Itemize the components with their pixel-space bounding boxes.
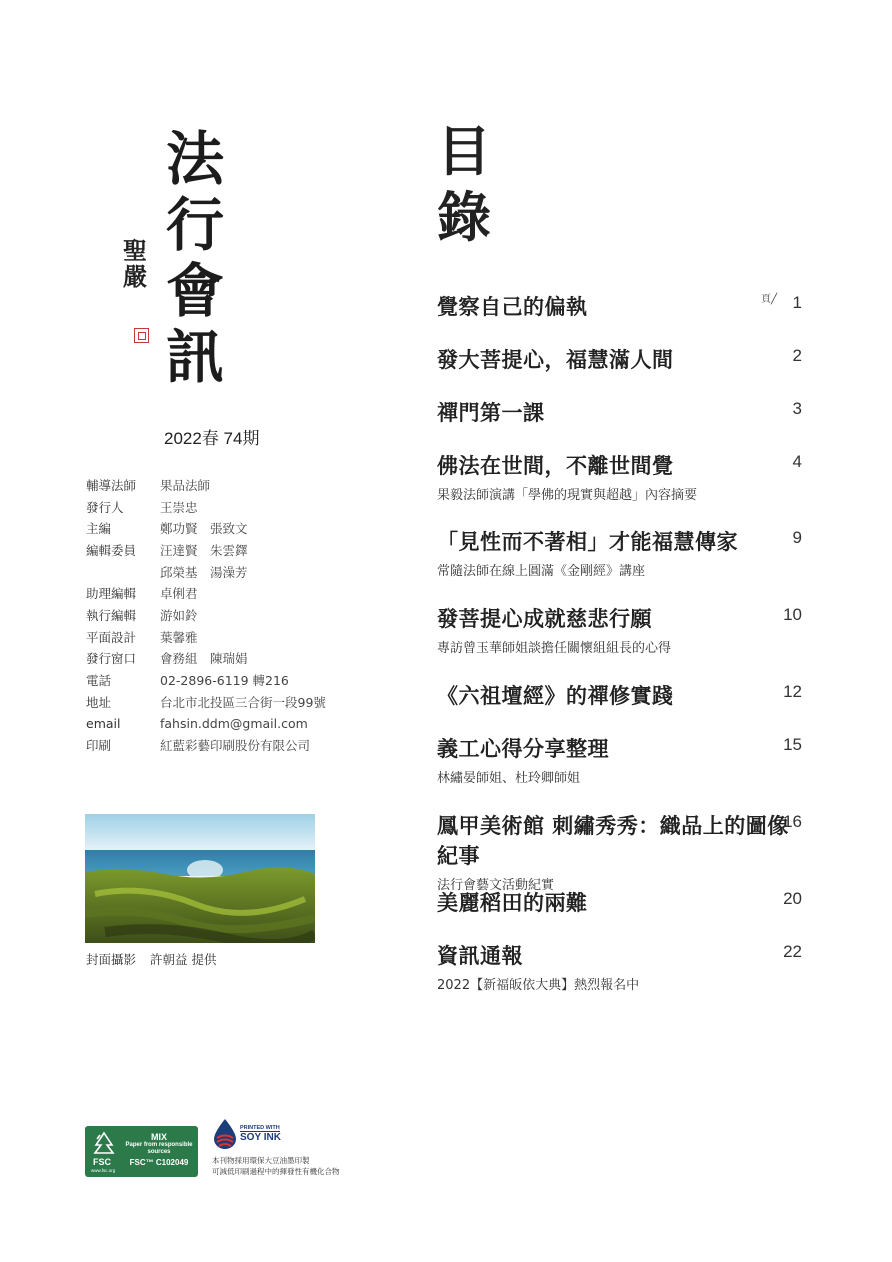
soy-line2: SOY INK — [240, 1132, 281, 1143]
toc-entry[interactable] — [437, 810, 802, 893]
staff-value: 王崇忠 — [160, 499, 198, 515]
page-mark: 頁╱ — [761, 294, 778, 305]
staff-value: 紅藍彩藝印刷股份有限公司 — [160, 738, 311, 754]
toc-entry-page: 20 — [783, 889, 802, 908]
toc-entry-title: 資訊通報 — [437, 943, 523, 968]
toc-entry-title: 鳳甲美術館 刺繡秀秀：織品上的圖像紀事 — [437, 813, 789, 868]
fsc-url: www.fsc.org — [91, 1168, 116, 1173]
staff-value: 02-2896-6119 轉216 — [160, 673, 289, 689]
toc-entry-subtitle: 果毅法師演講「學佛的現實與超越」內容摘要 — [437, 488, 698, 503]
fsc-mix — [125, 1132, 193, 1167]
toc-entry-title: 義工心得分享整理 — [437, 736, 609, 761]
toc-entry-title: 美麗稻田的兩難 — [437, 890, 588, 915]
toc-entry[interactable] — [437, 603, 802, 656]
staff-value: 汪達賢 朱雲鐸 — [160, 542, 248, 558]
toc-entry-title: 《六祖壇經》的禪修實踐 — [437, 683, 674, 708]
toc-entry-subtitle: 林繡晏師姐、杜玲卿師姐 — [437, 771, 581, 786]
staff-row — [86, 648, 326, 670]
toc-entry[interactable] — [437, 887, 802, 917]
toc-entry[interactable] — [437, 940, 802, 993]
soy-line1: PRINTED WITH — [240, 1125, 280, 1131]
staff-value: 葉馨雅 — [160, 629, 198, 645]
cover-caption — [86, 950, 217, 968]
signature — [118, 238, 152, 290]
staff-label: 發行窗口 — [86, 651, 137, 667]
fsc-brand: FSC — [93, 1157, 111, 1167]
staff-label: email — [86, 715, 121, 731]
staff-row — [86, 539, 326, 561]
staff-row — [86, 669, 326, 691]
toc-entry-page: 10 — [783, 605, 802, 624]
staff-row — [86, 474, 326, 496]
toc-entry[interactable] — [437, 450, 802, 503]
toc-entry-page: 12 — [783, 682, 802, 701]
toc-entry-title: 佛法在世間，不離世間覺 — [437, 453, 674, 478]
staff-row — [86, 626, 326, 648]
toc-entry-title: 禪門第一課 — [437, 400, 545, 425]
toc-title — [437, 118, 491, 250]
cover-credit: 許朝益 提供 — [150, 952, 217, 967]
staff-label: 電話 — [86, 673, 112, 689]
signature-char: 聖 — [123, 236, 147, 265]
cover-label: 封面攝影 — [86, 952, 137, 967]
fsc-desc: Paper from responsible sources — [125, 1142, 193, 1155]
toc-entry-subtitle: 常隨法師在線上圓滿《金剛經》講座 — [437, 564, 646, 579]
staff-label: 地址 — [86, 694, 112, 710]
masthead-char: 法 — [165, 125, 224, 193]
toc-entry-subtitle: 2022【新福皈依大典】熱烈報名中 — [437, 978, 640, 993]
toc-entry-page: 9 — [792, 528, 802, 547]
fsc-code: FSC™ C102049 — [129, 1158, 189, 1167]
staff-value: 果品法師 — [160, 477, 211, 493]
toc-entry-title: 「見性而不著相」才能福慧傳家 — [437, 529, 738, 554]
masthead-char: 行 — [165, 191, 224, 259]
toc-entry-subtitle: 法行會藝文活動紀實 — [437, 878, 555, 893]
staff-row — [86, 713, 326, 735]
seascape-image — [85, 814, 315, 943]
staff-label: 印刷 — [86, 738, 112, 754]
soy-note-line: 可減低印刷過程中的揮發性有機化合物 — [212, 1167, 340, 1176]
toc-entry[interactable] — [437, 291, 802, 321]
masthead-char: 訊 — [165, 323, 224, 391]
toc-entry-title: 發大菩提心，福慧滿人間 — [437, 347, 674, 372]
toc-entry-page: 2 — [792, 346, 802, 365]
staff-value: 鄭功賢 張致文 — [160, 521, 248, 537]
staff-row — [86, 561, 326, 583]
staff-label: 輔導法師 — [86, 477, 137, 493]
toc-entry[interactable] — [437, 344, 802, 374]
staff-row — [86, 517, 326, 539]
signature-char: 嚴 — [123, 262, 147, 291]
toc-entry[interactable] — [437, 526, 802, 579]
staff-label: 執行編輯 — [86, 607, 137, 623]
masthead-calligraphy — [160, 126, 230, 390]
toc-entry-page: 4 — [792, 452, 802, 471]
staff-value: fahsin.ddm@gmail.com — [160, 715, 308, 731]
toc-entry-page: 16 — [783, 812, 802, 831]
staff-label: 主編 — [86, 521, 112, 537]
masthead-char: 會 — [165, 257, 224, 325]
staff-value: 邱榮基 湯澡芳 — [160, 564, 248, 580]
soy-note-line: 本刊物採用環保大豆油墨印製 — [212, 1156, 310, 1165]
toc-title-char: 錄 — [437, 185, 491, 249]
toc-entry[interactable] — [437, 733, 802, 786]
staff-value: 台北市北投區三合街一段99號 — [160, 694, 326, 710]
issue-label: 2022春 74期 — [164, 429, 260, 448]
toc-entry-subtitle: 專訪曾玉華師姐談擔任關懷組組長的心得 — [437, 641, 672, 656]
toc-entry-page: 22 — [783, 942, 802, 961]
toc-entry[interactable] — [437, 397, 802, 427]
staff-label: 助理編輯 — [86, 586, 137, 602]
staff-row — [86, 734, 326, 756]
seal-stamp — [134, 328, 149, 343]
cover-photo — [85, 814, 315, 943]
staff-value: 會務組 陳瑞娟 — [160, 651, 248, 667]
toc-title-char: 目 — [437, 119, 491, 183]
fsc-tree-icon — [91, 1131, 117, 1157]
staff-row — [86, 604, 326, 626]
soy-badge — [212, 1118, 292, 1152]
fsc-logo — [85, 1126, 198, 1177]
toc-entry[interactable] — [437, 680, 802, 710]
toc-entry-page: 1 — [792, 293, 802, 312]
toc-entry-title: 覺察自己的偏執 — [437, 294, 588, 319]
staff-value: 卓俐君 — [160, 586, 198, 602]
toc-entry-page: 15 — [783, 735, 802, 754]
staff-label: 平面設計 — [86, 629, 137, 645]
staff-label: 發行人 — [86, 499, 124, 515]
fsc-mix-label: MIX — [150, 1132, 167, 1142]
staff-row — [86, 496, 326, 518]
staff-row — [86, 691, 326, 713]
toc-entry-title: 發菩提心成就慈悲行願 — [437, 606, 652, 631]
soy-note — [212, 1155, 372, 1177]
staff-row — [86, 582, 326, 604]
staff-label: 編輯委員 — [86, 542, 137, 558]
soy-drop-icon — [212, 1118, 238, 1150]
toc-entry-page: 3 — [792, 399, 802, 418]
staff-list — [86, 474, 326, 756]
staff-value: 游如鈴 — [160, 607, 198, 623]
